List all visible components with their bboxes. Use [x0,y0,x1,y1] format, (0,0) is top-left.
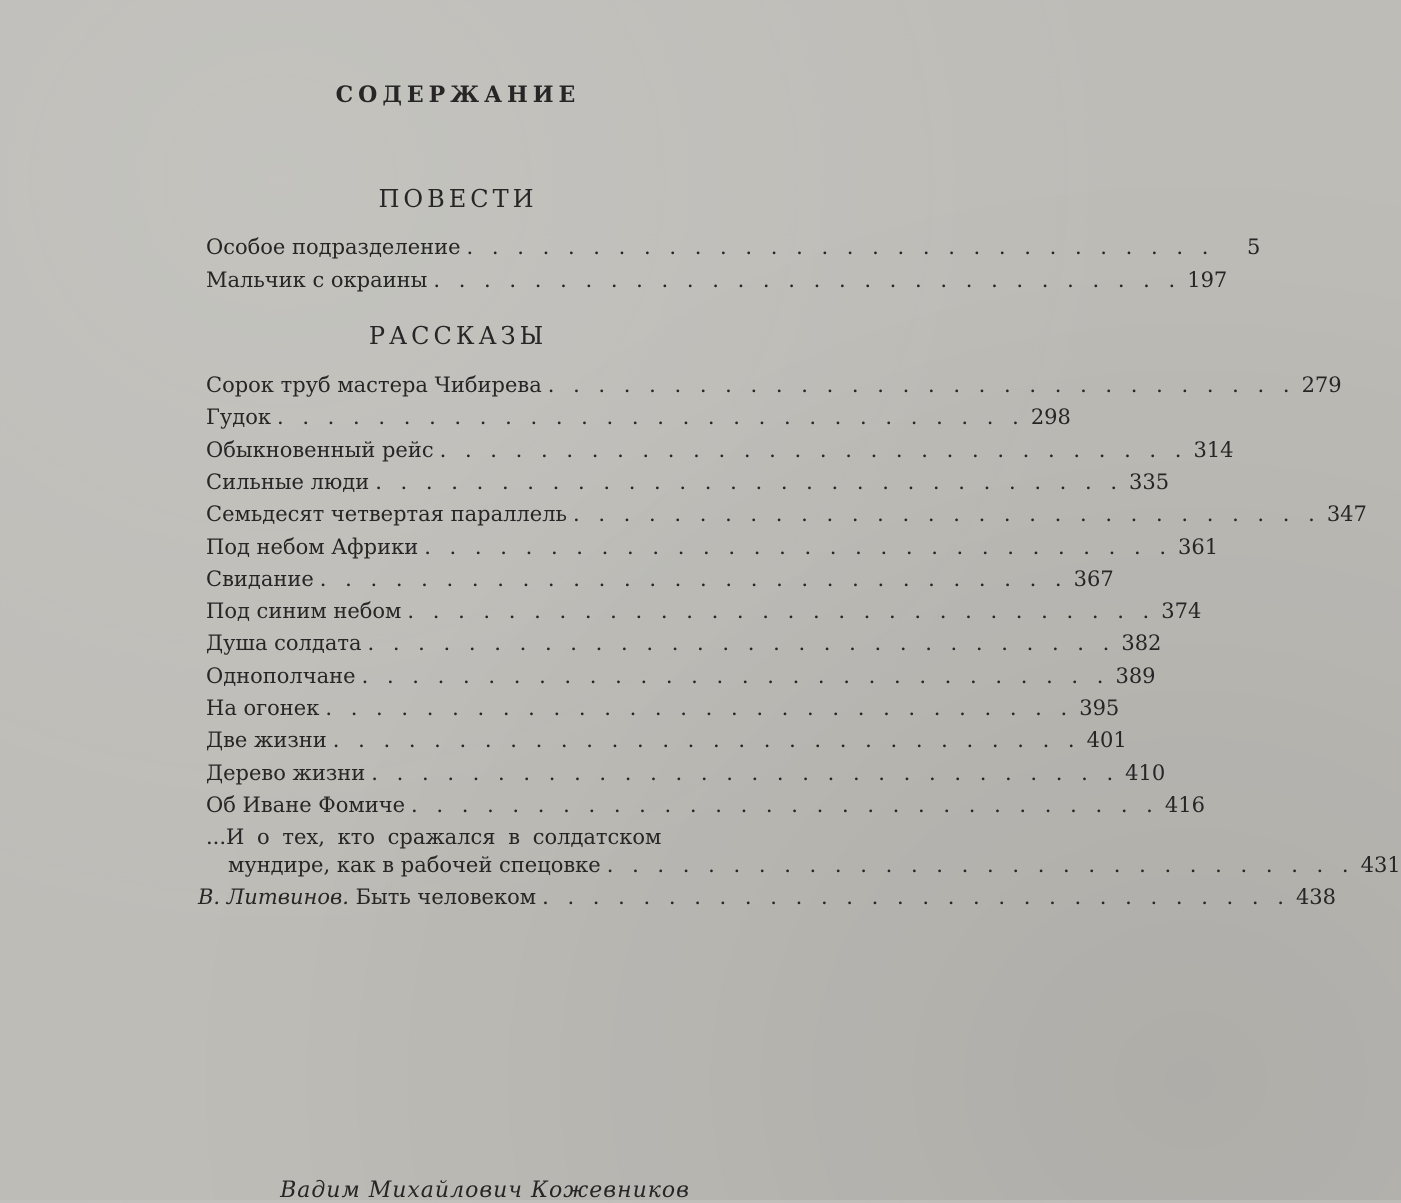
entry-page: 347 [1326,502,1367,527]
entry-title: мундире, как в рабочей спецовке [228,853,601,877]
section-title-povesti: ПОВЕСТИ [378,185,538,213]
entry-page: 389 [1115,663,1156,688]
toc-entry [206,532,1219,562]
entry-title: Об Иване Фомиче [206,792,406,817]
entry-title: Особое подразделение [206,235,461,259]
leader-dots: . . . . . . . . . . . . . . . . . . . . . . . . . . . . . . [407,599,1156,624]
toc-entry [206,790,1205,820]
afterword-author: В. Литвинов. [198,885,349,909]
afterword-title: Быть человеком [355,885,537,909]
toc-entry-afterword [198,882,1337,912]
entry-page: 374 [1161,599,1202,624]
leader-dots: . . . . . . . . . . . . . . . . . . . . . . . . . . . . . . [439,437,1188,462]
leader-dots: . . . . . . . . . . . . . . . . . . . . . . . . . . . . . . [542,885,1290,909]
entry-page: 335 [1129,469,1170,494]
toc-entry [206,628,1162,658]
leader-dots: . . . . . . . . . . . . . . . . . . . . . . . . . . . . . . [572,502,1321,527]
entry-page: 410 [1125,760,1166,785]
toc-entry [206,499,1367,529]
section-title-rasskazy: РАССКАЗЫ [368,322,548,350]
leader-dots: . . . . . . . . . . . . . . . . . . . . . . . . . . . . . . [466,235,1215,259]
entry-page: 5 [1247,235,1261,259]
toc-entry [206,693,1120,723]
entry-title: Душа солдата [206,631,362,656]
multiline-entry-line1: ...И о тех, кто сражался в солдатском [206,825,662,849]
entry-title: На огонек [206,696,320,720]
leader-dots: . . . . . . . . . . . . . . . . . . . . . . . . . . . . . . [375,469,1124,494]
toc-entry [206,661,1156,691]
entry-page: 382 [1121,631,1162,656]
entry-title: Сорок труб мастера Чибирева [206,373,542,397]
entry-title: Свидание [206,566,314,591]
entry-title: Обыкновенный рейс [206,437,434,462]
entry-page: 314 [1193,437,1234,462]
toc-entry [206,370,1342,400]
entry-title: Гудок [206,405,271,430]
toc-entry [206,402,1071,432]
entry-title [198,882,536,912]
toc-entry [206,232,1261,262]
entry-title: Под небом Африки [206,534,419,559]
footer-author-name: Вадим Михайлович Кожевников [280,1178,690,1203]
leader-dots: . . . . . . . . . . . . . . . . . . . . . . . . . . . . . . [411,792,1159,817]
entry-page: 361 [1178,534,1219,559]
leader-dots: . . . . . . . . . . . . . . . . . . . . . . . . . . . . . . [332,728,1081,753]
leader-dots: . . . . . . . . . . . . . . . . . . . . . . . . . . . . . . [433,268,1182,292]
entry-page: 431 [1360,853,1401,877]
entry-page: 438 [1295,885,1337,909]
entry-title: Под синим небом [206,599,402,624]
toc-entry [206,265,1228,295]
entry-page: 367 [1073,566,1114,591]
entry-page: 395 [1079,696,1120,720]
entry-title: Две жизни [206,728,327,753]
entry-page: 401 [1086,728,1127,753]
entry-page: 298 [1030,405,1071,430]
leader-dots: . . . . . . . . . . . . . . . . . . . . . . . . . . . . . . [325,696,1074,720]
leader-dots: . . . . . . . . . . . . . . . . . . . . . . . . . . . . . . [606,853,1355,877]
leader-dots: . . . . . . . . . . . . . . . . . . . . . . . . . . . . . . [276,405,1025,430]
toc-entry [206,758,1166,788]
toc-entry [228,850,1401,880]
entry-title: Сильные люди [206,469,370,494]
leader-dots: . . . . . . . . . . . . . . . . . . . . . . . . . . . . . . [547,373,1296,397]
leader-dots: . . . . . . . . . . . . . . . . . . . . . . . . . . . . . . [367,631,1116,656]
entry-page: 197 [1187,268,1228,292]
entry-title: Семьдесят четвертая параллель [206,502,567,527]
toc-entry [206,467,1170,497]
entry-title: Мальчик с окраины [206,268,428,292]
leader-dots: . . . . . . . . . . . . . . . . . . . . . . . . . . . . . . [371,760,1120,785]
toc-entry [206,596,1202,626]
entry-title: Дерево жизни [206,760,366,785]
toc-entry [206,564,1114,594]
leader-dots: . . . . . . . . . . . . . . . . . . . . . . . . . . . . . . [361,663,1110,688]
entry-page: 416 [1164,792,1205,817]
toc-entry [206,725,1127,755]
leader-dots: . . . . . . . . . . . . . . . . . . . . . . . . . . . . . . [319,566,1068,591]
entry-page: 279 [1301,373,1342,397]
toc-title: СОДЕРЖАНИЕ [335,82,581,108]
entry-title: Однополчане [206,663,356,688]
toc-entry [206,435,1234,465]
leader-dots: . . . . . . . . . . . . . . . . . . . . . . . . . . . . . . [424,534,1173,559]
